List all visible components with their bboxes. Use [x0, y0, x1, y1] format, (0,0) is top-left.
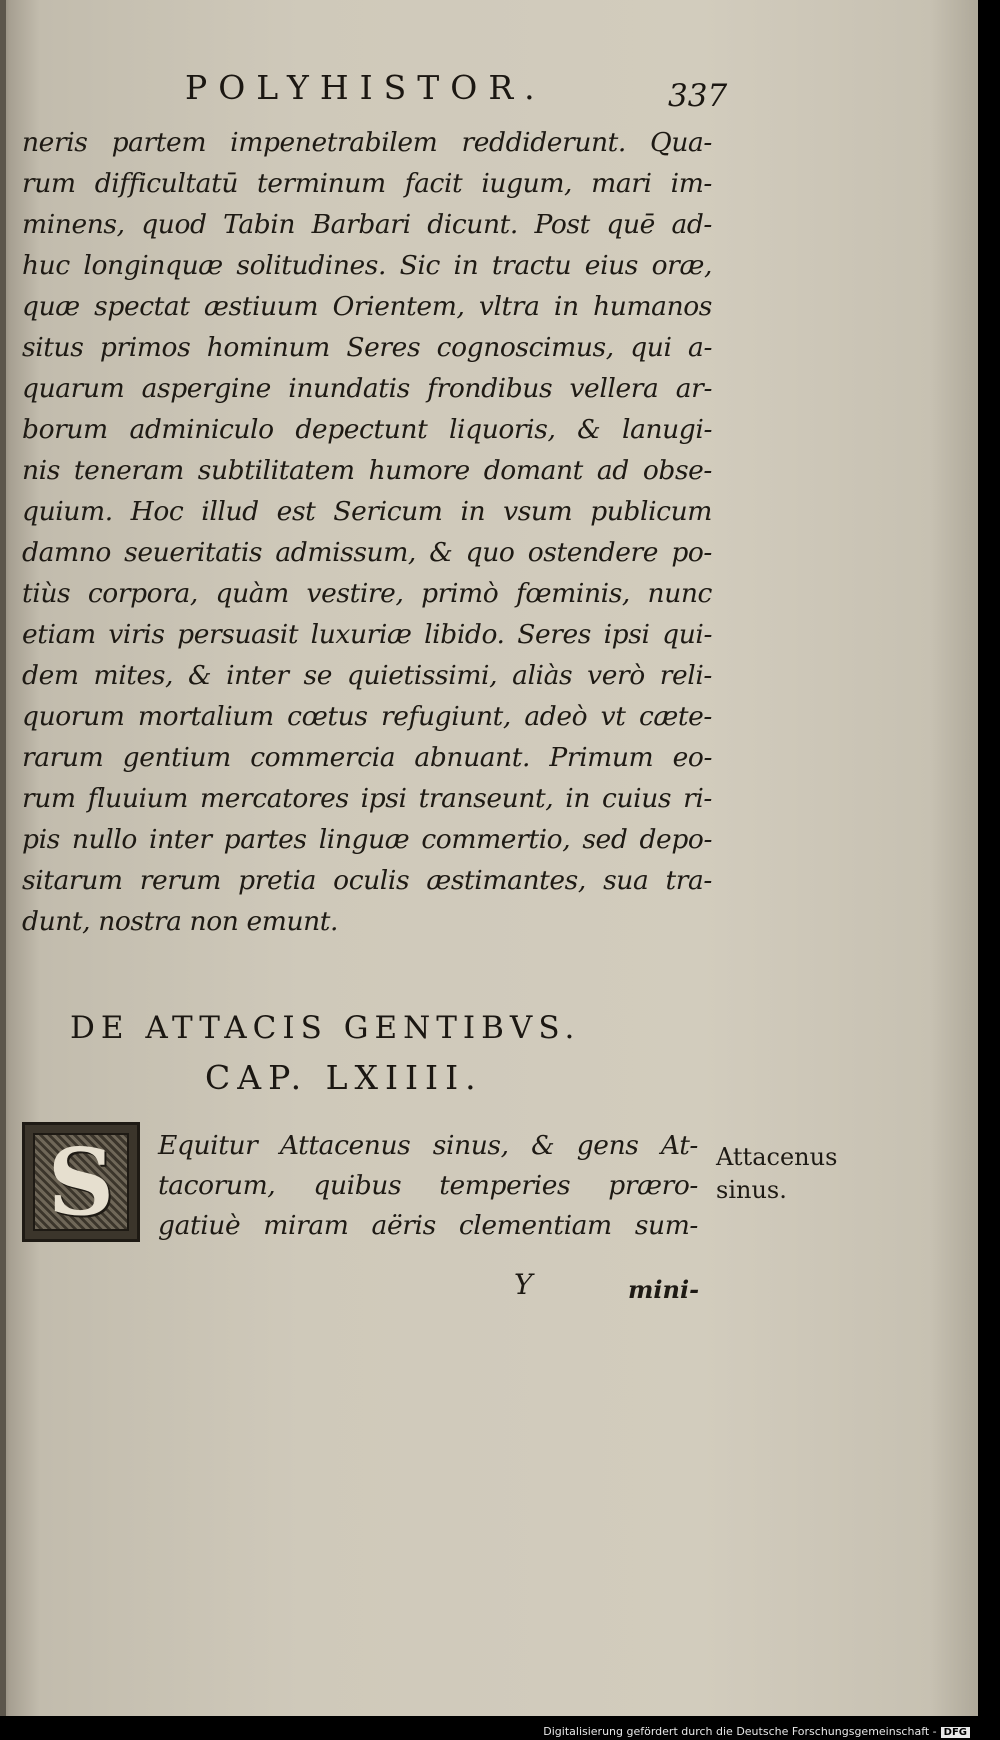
body-text: [22, 122, 712, 942]
text-line: borum adminiculo depectunt liquoris, & lanugi-: [22, 414, 712, 445]
text-line: dunt, nostra non emunt.: [22, 906, 339, 937]
text-line: situs primos hominum Seres cognoscimus, qui a-: [22, 332, 712, 363]
credit-text: Digitalisierung gefördert durch die Deutsche Forschungsgemeinschaft -: [543, 1725, 937, 1738]
text-line: tacorum, quibus temperies præro-: [158, 1170, 698, 1201]
text-line: pis nullo inter partes linguæ commertio, sed depo-: [22, 824, 712, 855]
text-line: tiùs corpora, quàm vestire, primò fœminis, nunc: [22, 578, 712, 609]
digitization-credit: [543, 1725, 970, 1738]
page-number: 337: [668, 78, 728, 114]
text-line: dem mites, & inter se quietissimi, aliàs verò reli-: [22, 660, 712, 691]
page-gutter-shadow: [0, 0, 6, 1716]
text-line: quium. Hoc illud est Sericum in vsum publicum: [22, 496, 712, 527]
chapter-title: DE ATTACIS GENTIBVS.: [70, 1010, 581, 1046]
decorated-initial: [22, 1122, 140, 1242]
text-line: etiam viris persuasit luxuriæ libido. Seres ipsi qui-: [22, 619, 712, 650]
signature-mark: Y: [514, 1268, 533, 1301]
chapter-number: CAP. LXIIII.: [205, 1058, 483, 1097]
text-line: neris partem impenetrabilem reddiderunt. Qua-: [22, 127, 712, 158]
text-line: rum difficultatū terminum facit iugum, mari im-: [22, 168, 712, 199]
text-line: quæ spectat æstiuum Orientem, vltra in humanos: [22, 291, 712, 322]
text-line: nis teneram subtilitatem humore domant ad obse-: [22, 455, 712, 486]
text-line: huc longinquæ solitudines. Sic in tractu eius oræ,: [22, 250, 712, 281]
text-line: quarum aspergine inundatis frondibus vellera ar-: [22, 373, 712, 404]
text-line: rarum gentium commercia abnuant. Primum eo-: [22, 742, 712, 773]
text-line: sitarum rerum pretia oculis æstimantes, sua tra-: [22, 865, 712, 896]
text-line: rum fluuium mercatores ipsi transeunt, in cuius ri-: [22, 783, 712, 814]
marginal-note-line: sinus.: [716, 1176, 787, 1204]
running-head: POLYHISTOR.: [185, 68, 546, 107]
catchword: mini-: [628, 1275, 700, 1304]
chapter-opening-text: [158, 1126, 698, 1246]
initial-letter: S: [47, 1128, 115, 1236]
marginal-note-line: Attacenus: [716, 1143, 838, 1171]
text-line: gatiuè miram aëris clementiam sum-: [158, 1210, 698, 1241]
text-line: minens, quod Tabin Barbari dicunt. Post quē ad-: [22, 209, 712, 240]
text-line: quorum mortalium cœtus refugiunt, adeò vt cæte-: [22, 701, 712, 732]
text-line: Equitur Attacenus sinus, & gens At-: [158, 1130, 698, 1161]
dfg-logo: DFG: [941, 1727, 970, 1738]
marginal-note: [716, 1141, 837, 1207]
text-line: damno seueritatis admissum, & quo ostendere po-: [22, 537, 712, 568]
